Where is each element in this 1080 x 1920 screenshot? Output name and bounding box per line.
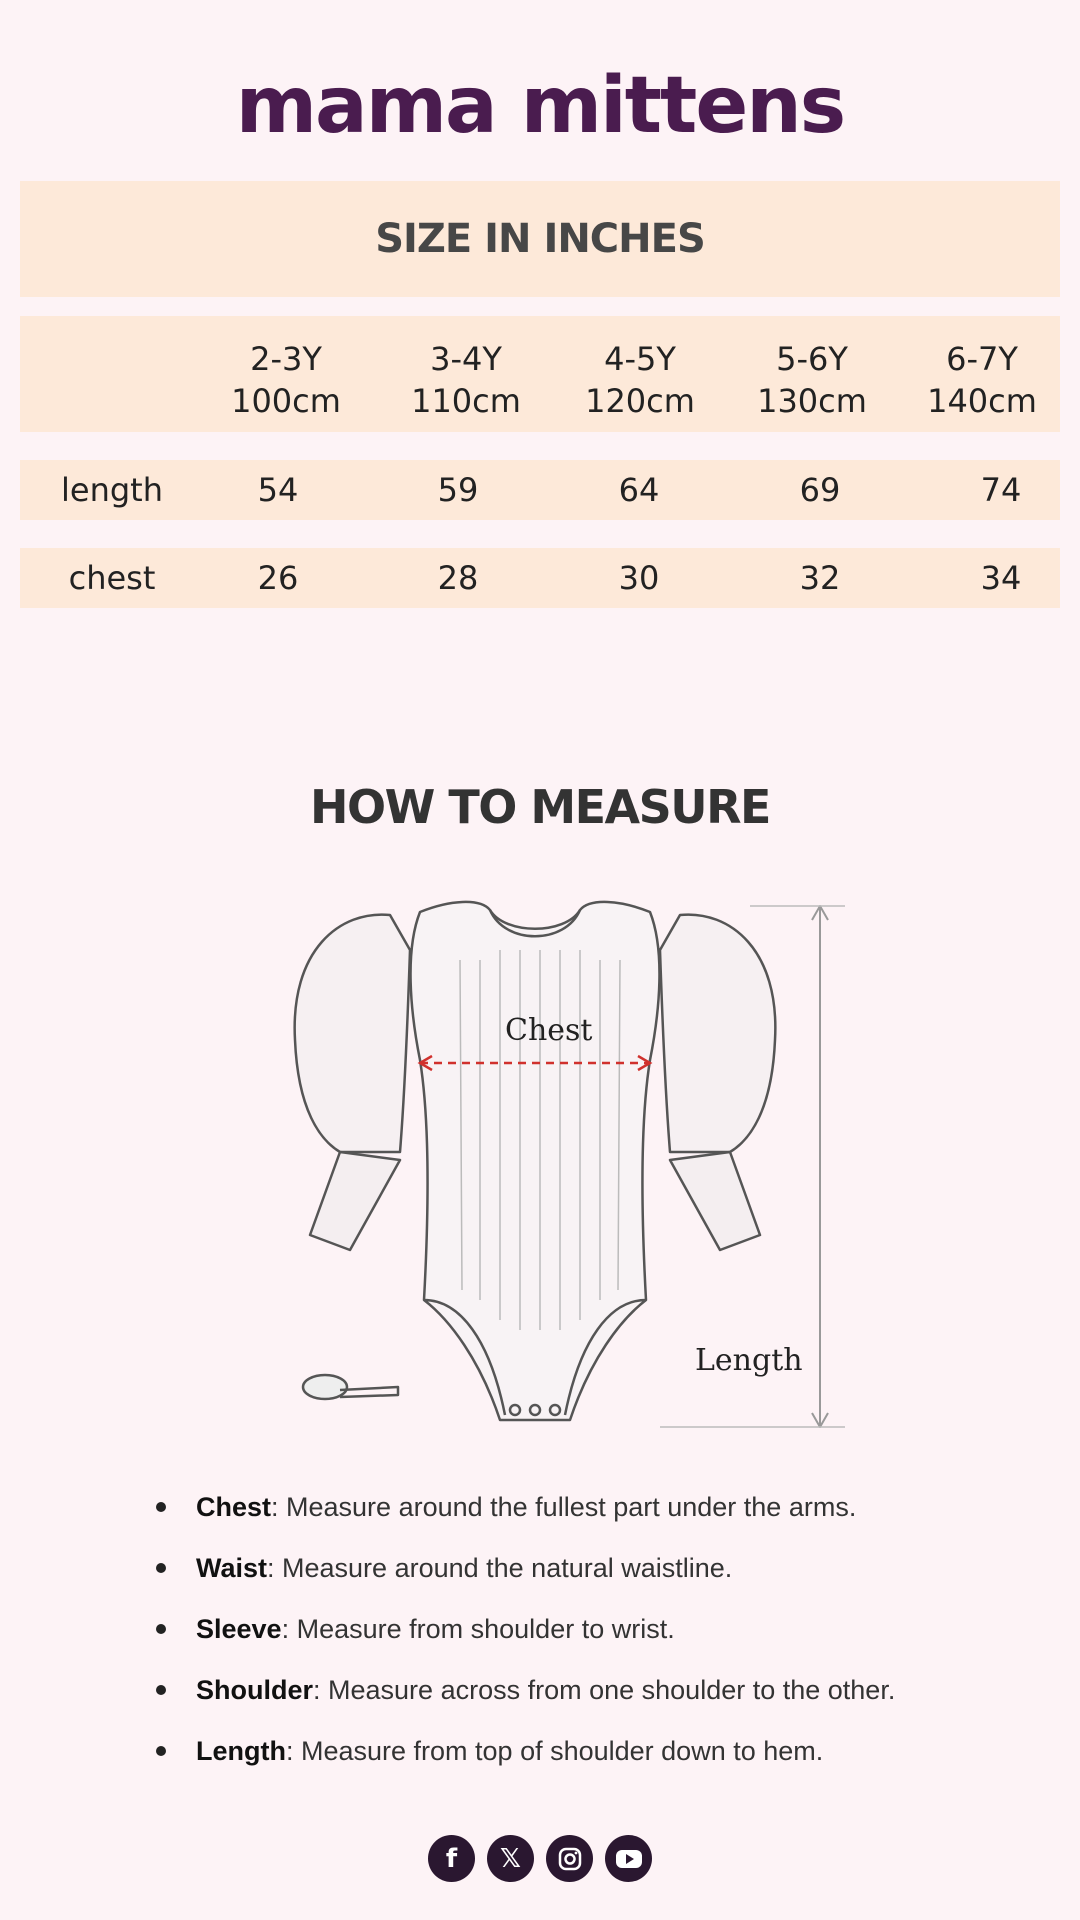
table-cell: 54 xyxy=(257,471,299,509)
bullet xyxy=(156,1746,166,1756)
instruction-term: Chest xyxy=(196,1492,272,1522)
table-cell: 26 xyxy=(257,559,299,597)
row-label: chest xyxy=(68,559,156,597)
bullet xyxy=(156,1502,166,1512)
size-table-row-length xyxy=(20,460,1060,520)
age-label: 4-5Y xyxy=(604,340,676,378)
size-table-title: SIZE IN INCHES xyxy=(20,181,1060,297)
instagram-icon[interactable] xyxy=(546,1835,593,1882)
how-to-measure-title: HOW TO MEASURE xyxy=(310,780,770,834)
list-item xyxy=(150,1607,1010,1668)
age-label: 2-3Y xyxy=(250,340,322,378)
instruction-text: : Measure from shoulder to wrist. xyxy=(281,1614,675,1644)
instruction-text: : Measure across from one shoulder to the other. xyxy=(313,1675,896,1705)
instruction-text: : Measure around the natural waistline. xyxy=(267,1553,733,1583)
instruction-term: Sleeve xyxy=(196,1614,282,1644)
list-item xyxy=(150,1485,1010,1546)
table-cell: 34 xyxy=(980,559,1022,597)
height-label: 100cm xyxy=(231,382,341,420)
size-table-row-chest xyxy=(20,548,1060,608)
instruction-term: Shoulder xyxy=(196,1675,314,1705)
size-column-header xyxy=(206,338,366,422)
row-label: length xyxy=(61,471,163,509)
table-cell: 74 xyxy=(980,471,1022,509)
size-column-header xyxy=(386,338,546,422)
bullet xyxy=(156,1685,166,1695)
table-cell: 69 xyxy=(799,471,841,509)
list-item xyxy=(150,1668,1010,1729)
table-cell: 32 xyxy=(799,559,841,597)
youtube-glyph xyxy=(615,1848,643,1870)
age-label: 5-6Y xyxy=(776,340,848,378)
bodysuit-diagram xyxy=(280,890,860,1440)
bodysuit-illustration xyxy=(280,890,860,1440)
bullet xyxy=(156,1624,166,1634)
instruction-text: : Measure from top of shoulder down to hem. xyxy=(285,1736,824,1766)
table-cell: 64 xyxy=(618,471,660,509)
height-label: 140cm xyxy=(927,382,1037,420)
size-column-header xyxy=(902,338,1062,422)
height-label: 130cm xyxy=(757,382,867,420)
age-label: 3-4Y xyxy=(430,340,502,378)
table-cell: 59 xyxy=(437,471,479,509)
measurement-instructions xyxy=(150,1485,1010,1790)
instruction-text: : Measure around the fullest part under the arms. xyxy=(271,1492,857,1522)
length-label: Length xyxy=(695,1343,803,1378)
brand-logo: mama mittens xyxy=(235,61,845,151)
size-table-header-row xyxy=(20,316,1060,432)
list-item xyxy=(150,1546,1010,1607)
age-label: 6-7Y xyxy=(946,340,1018,378)
instagram-glyph xyxy=(557,1846,583,1872)
bullet xyxy=(156,1563,166,1573)
size-column-header xyxy=(732,338,892,422)
height-label: 120cm xyxy=(585,382,695,420)
list-item xyxy=(150,1729,1010,1790)
size-column-header xyxy=(560,338,720,422)
instruction-term: Length xyxy=(196,1736,286,1766)
chest-label: Chest xyxy=(505,1013,593,1048)
x-icon[interactable]: 𝕏 xyxy=(487,1835,534,1882)
table-cell: 28 xyxy=(437,559,479,597)
height-label: 110cm xyxy=(411,382,521,420)
youtube-icon[interactable] xyxy=(605,1835,652,1882)
facebook-icon[interactable]: f xyxy=(428,1835,475,1882)
social-links xyxy=(0,1835,1080,1882)
table-cell: 30 xyxy=(618,559,660,597)
instruction-term: Waist xyxy=(196,1553,268,1583)
